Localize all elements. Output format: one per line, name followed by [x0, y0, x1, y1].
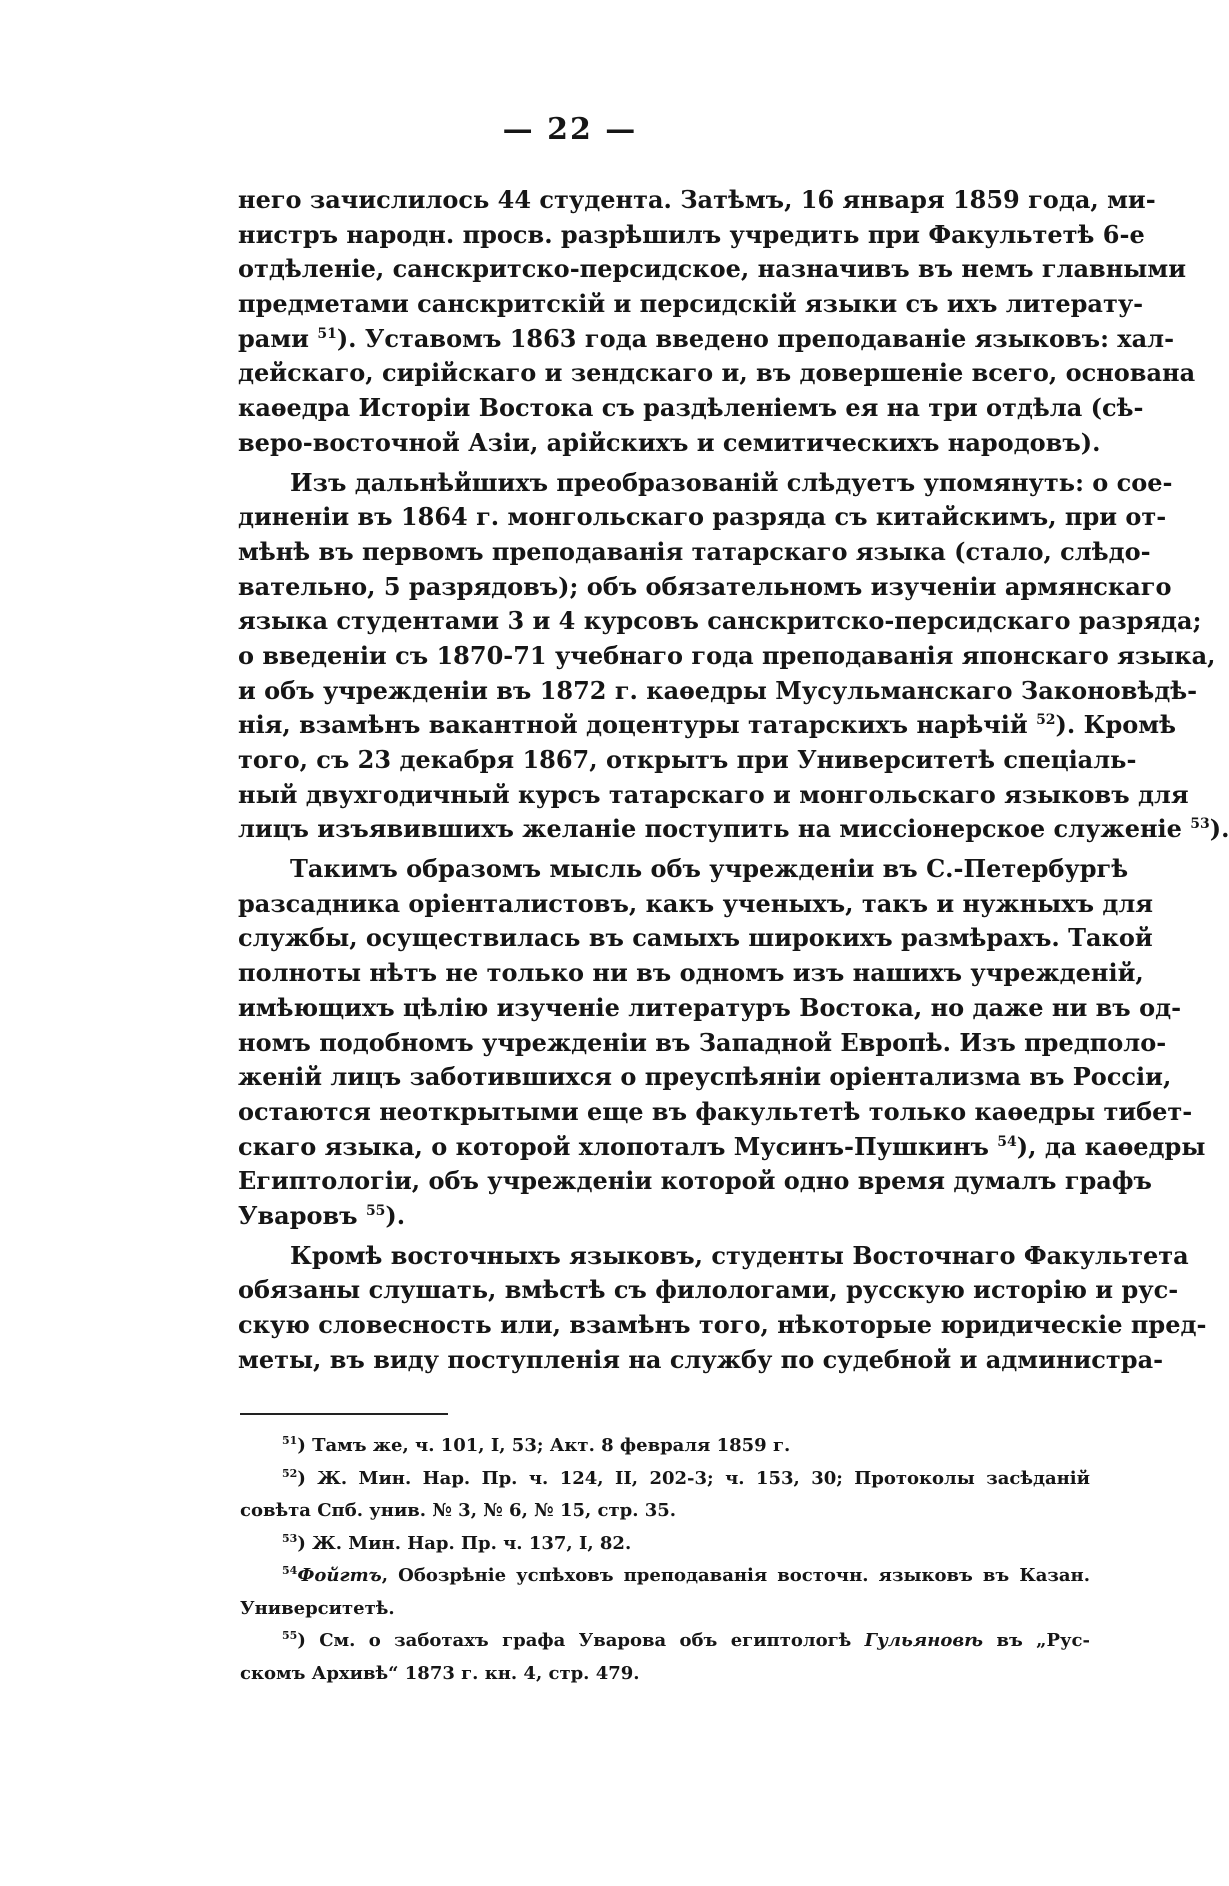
text-line: нистръ народн. просв. разрѣшилъ учредить при Факультетѣ 6-е [238, 219, 1145, 249]
footnote-55: $^{55}$) См. о заботахъ графа Уварова объ египтологѣ Гульяновѣ въ „Рус- [282, 1629, 1090, 1651]
text-line: диненіи въ 1864 г. монгольскаго разряда съ китайскимъ, при от- [238, 502, 1167, 532]
text-line: лицъ изъявившихъ желаніе поступить на миссіонерское служеніе $^{53}$). [238, 814, 1229, 844]
text-line: Кромѣ восточныхъ языковъ, студенты Восточнаго Факультета [290, 1240, 1189, 1270]
text-line: скаго языка, о которой хлопоталъ Мусинъ-Пушкинъ $^{54}$), да каѳедры [238, 1131, 1206, 1161]
text-line: нія, взамѣнъ вакантной доцентуры татарскихъ нарѣчій $^{52}$). Кромѣ [238, 710, 1176, 740]
footnote-ref-53[interactable]: 53 [1190, 816, 1210, 833]
footnote-54: $^{54}$Фойгтъ, Обозрѣніе успѣховъ преподаванія восточн. языковъ въ Казан. [282, 1564, 1090, 1586]
text-line: Уваровъ $^{55}$). [238, 1200, 406, 1230]
text-line: рами $^{51}$). Уставомъ 1863 года введено преподаваніе языковъ: хал- [238, 323, 1175, 353]
text-line: того, съ 23 декабря 1867, открытъ при Университетѣ спеціаль- [238, 745, 1137, 774]
text-line: разсадника оріенталистовъ, какъ ученыхъ, такъ и нужныхъ для [238, 888, 1154, 918]
footnote-52-cont: совѣта Спб. унив. № 3, № 6, № 15, стр. 35. [240, 1500, 677, 1521]
footnote-ref-55[interactable]: 55 [365, 1202, 386, 1219]
text-line: отдѣленіе, санскритско-персидское, назначивъ въ немъ главными [238, 254, 1186, 284]
footnote-ref-51[interactable]: 51 [317, 325, 337, 342]
footnote-ref-52[interactable]: 52 [1036, 712, 1056, 729]
footnote-divider [240, 1413, 448, 1415]
author-name: Фойгтъ [297, 1565, 382, 1586]
paragraph-2 [238, 466, 1229, 848]
footnote-53: $^{53}$) Ж. Мин. Нар. Пр. ч. 137, I, 82. [282, 1531, 632, 1554]
text-line: дейскаго, сирійскаго и зендскаго и, въ довершеніе всего, основана [238, 358, 1196, 388]
text-line: женій лицъ заботившихся о преуспѣяніи оріентализма въ Россіи, [238, 1062, 1172, 1092]
text-line: языка студентами 3 и 4 курсовъ санскритско-персидскаго разряда; [238, 606, 1202, 636]
footnote-55-cont: скомъ Архивѣ“ 1873 г. кн. 4, стр. 479. [240, 1662, 640, 1684]
footnote-ref-54[interactable]: 54 [997, 1133, 1017, 1150]
text-line: Такимъ образомъ мысль объ учрежденіи въ С.-Петербургѣ [290, 854, 1129, 884]
text-line: предметами санскритскій и персидскій языки съ ихъ литерату- [238, 289, 1144, 319]
text-line: мѣнѣ въ первомъ преподаванія татарскаго языка (стало, слѣдо- [238, 536, 1151, 566]
text-line: остаются неоткрытыми еще въ факультетѣ только каѳедры тибет- [238, 1096, 1193, 1126]
paragraph-1 [238, 183, 1196, 461]
text-line: скую словесность или, взамѣнъ того, нѣкоторые юридическіе пред- [238, 1310, 1207, 1339]
author-name: Гульяновѣ [864, 1630, 984, 1651]
text-line: Изъ дальнѣйшихъ преобразованій слѣдуетъ упомянуть: о сое- [290, 467, 1173, 497]
paragraph-4 [238, 1239, 1207, 1378]
text-line: имѣющихъ цѣлію изученіе литературъ Востока, но даже ни въ од- [238, 992, 1182, 1022]
text-line: и объ учрежденіи въ 1872 г. каѳедры Мусульманскаго Законовѣдѣ- [238, 675, 1198, 705]
text-line: обязаны слушать, вмѣстѣ съ филологами, русскую исторію и рус- [238, 1275, 1179, 1305]
text-line: каѳедра Исторіи Востока съ раздѣленіемъ ея на три отдѣла (сѣ- [238, 393, 1144, 423]
text-line: о введеніи съ 1870-71 учебнаго года преподаванія японскаго языка, [238, 640, 1216, 670]
footnote-51: $^{51}$) Тамъ же, ч. 101, I, 53; Акт. 8 февраля 1859 г. [282, 1434, 791, 1456]
main-text [238, 183, 1229, 1377]
text-line: вательно, 5 разрядовъ); объ обязательномъ изученіи армянскаго [238, 571, 1172, 601]
text-line: полноты нѣтъ не только ни въ одномъ изъ нашихъ учрежденій, [238, 958, 1144, 988]
paragraph-3 [238, 852, 1206, 1234]
text-line: веро-восточной Азіи, арійскихъ и семитическихъ народовъ). [238, 427, 1101, 457]
footnote-54-cont: Университетѣ. [240, 1597, 395, 1619]
text-line: него зачислилось 44 студента. Затѣмъ, 16 января 1859 года, ми- [238, 185, 1156, 214]
page-number: — 22 — [502, 112, 638, 147]
footnotes [240, 1430, 1090, 1690]
text-line: Египтологіи, объ учрежденіи которой одно время думалъ графъ [238, 1166, 1152, 1196]
text-line: номъ подобномъ учрежденіи въ Западной Европѣ. Изъ предполо- [238, 1027, 1167, 1057]
footnote-52: $^{52}$) Ж. Мин. Нар. Пр. ч. 124, II, 202-3; ч. 153, 30; Протоколы засѣданій [282, 1466, 1090, 1489]
text-line: службы, осуществилась въ самыхъ широкихъ размѣрахъ. Такой [238, 923, 1153, 953]
text-line: меты, въ виду поступленія на службу по судебной и администра- [238, 1344, 1164, 1374]
text-line: ный двухгодичный курсъ татарскаго и монгольскаго языковъ для [238, 779, 1189, 809]
